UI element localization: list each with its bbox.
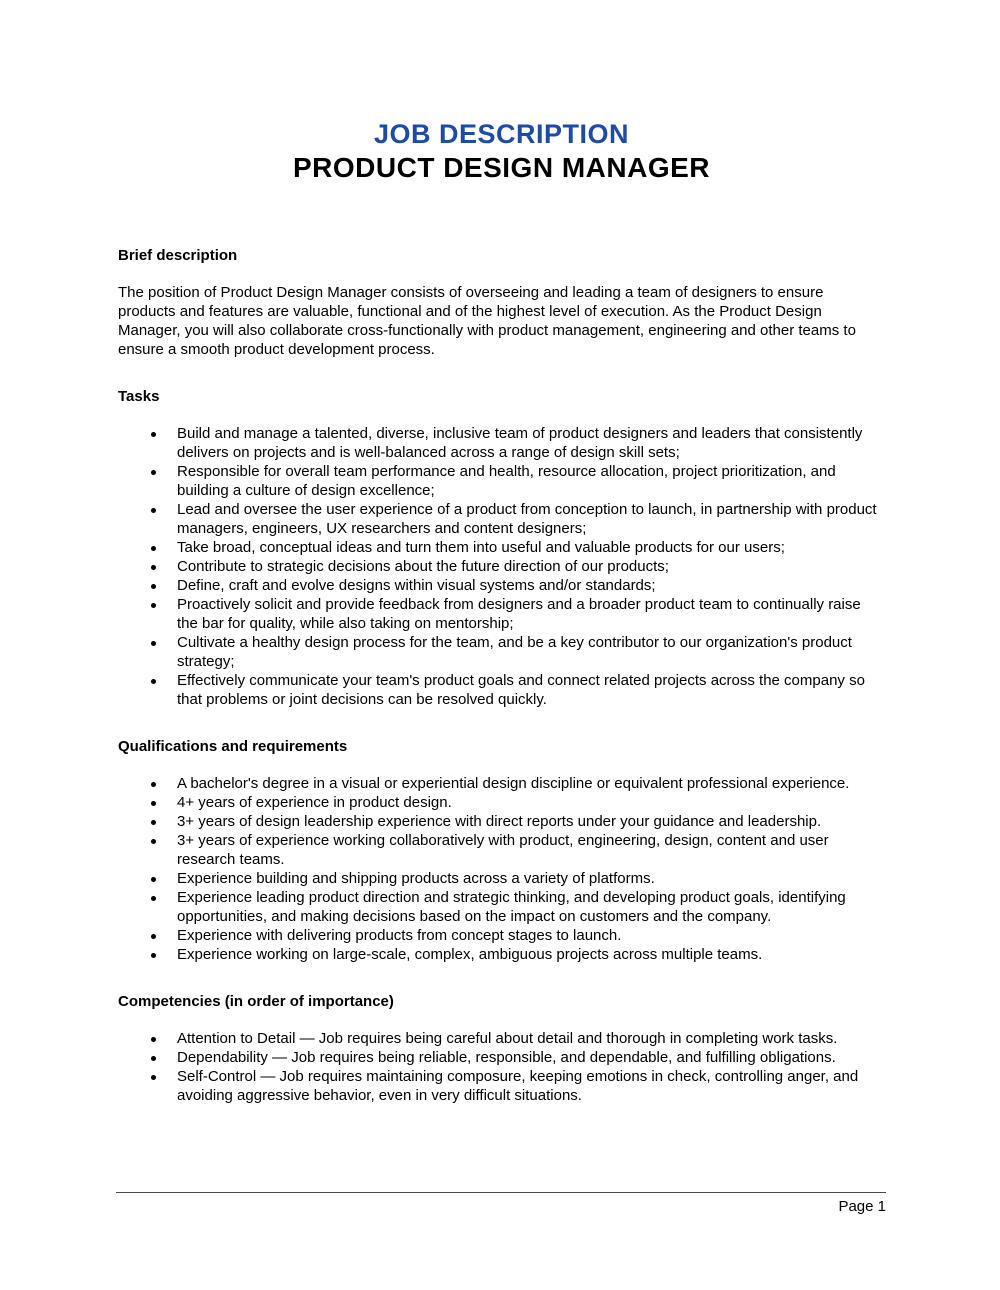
section-heading: Qualifications and requirements [118, 738, 348, 755]
section-heading: Tasks [118, 388, 160, 405]
document-subtitle: PRODUCT DESIGN MANAGER [292, 152, 710, 183]
document-body [118, 246, 885, 1105]
bullet-item: Cultivate a healthy design process for the team, and be a key contributor to our organization's product strategy; [177, 633, 885, 671]
bullet-item: Contribute to strategic decisions about the future direction of our products; [177, 557, 885, 576]
section-paragraph: The position of Product Design Manager consists of overseeing and leading a team of designers to ensure products and features are valuable, functional and of the highest level of execution. As the Product Design Manager, you will also collaborate cross-functionally with product management, engineering and other teams to ensure a smooth product development process. [118, 284, 856, 358]
bullet-item: Define, craft and evolve designs within visual systems and/or standards; [177, 576, 885, 595]
section-heading: Brief description [118, 247, 238, 264]
bullet-item: Lead and oversee the user experience of a product from conception to launch, in partnership with product managers, engineers, UX researchers and content designers; [177, 500, 885, 538]
footer-divider [116, 1192, 886, 1193]
bullet-item: Build and manage a talented, diverse, inclusive team of product designers and leaders that consistently delivers on projects and is well-balanced across a range of design skill sets; [177, 424, 885, 462]
page-footer [116, 1192, 886, 1216]
bullet-item: Experience building and shipping products across a variety of platforms. [177, 869, 885, 888]
bullet-item: A bachelor's degree in a visual or experiential design discipline or equivalent professional experience. [177, 774, 885, 793]
bullet-list [118, 1029, 885, 1105]
bullet-item: Experience with delivering products from concept stages to launch. [177, 926, 885, 945]
bullet-item: 4+ years of experience in product design. [177, 793, 885, 812]
bullet-list [118, 424, 885, 709]
bullet-item: Self-Control — Job requires maintaining composure, keeping emotions in check, controlling anger, and avoiding aggressive behavior, even in very difficult situations. [177, 1067, 885, 1105]
bullet-item: Experience working on large-scale, complex, ambiguous projects across multiple teams. [177, 945, 885, 964]
bullet-item: 3+ years of design leadership experience with direct reports under your guidance and leadership. [177, 812, 885, 831]
bullet-item: Attention to Detail — Job requires being careful about detail and thorough in completing work tasks. [177, 1029, 885, 1048]
section-heading: Competencies (in order of importance) [118, 993, 394, 1010]
bullet-item: Effectively communicate your team's product goals and connect related projects across the company so that problems or joint decisions can be resolved quickly. [177, 671, 885, 709]
bullet-item: Responsible for overall team performance and health, resource allocation, project prioritization, and building a culture of design excellence; [177, 462, 885, 500]
bullet-item: Take broad, conceptual ideas and turn them into useful and valuable products for our users; [177, 538, 885, 557]
document-title: JOB DESCRIPTION [373, 119, 630, 149]
bullet-item: Experience leading product direction and strategic thinking, and developing product goals, identifying opportunities, and making decisions based on the impact on customers and the company. [177, 888, 885, 926]
bullet-item: 3+ years of experience working collaboratively with product, engineering, design, content and user research teams. [177, 831, 885, 869]
bullet-item: Dependability — Job requires being reliable, responsible, and dependable, and fulfilling obligations. [177, 1048, 885, 1067]
page-number: Page 1 [838, 1198, 886, 1215]
bullet-item: Proactively solicit and provide feedback from designers and a broader product team to continually raise the bar for quality, while also taking on mentorship; [177, 595, 885, 633]
bullet-list [118, 774, 885, 964]
